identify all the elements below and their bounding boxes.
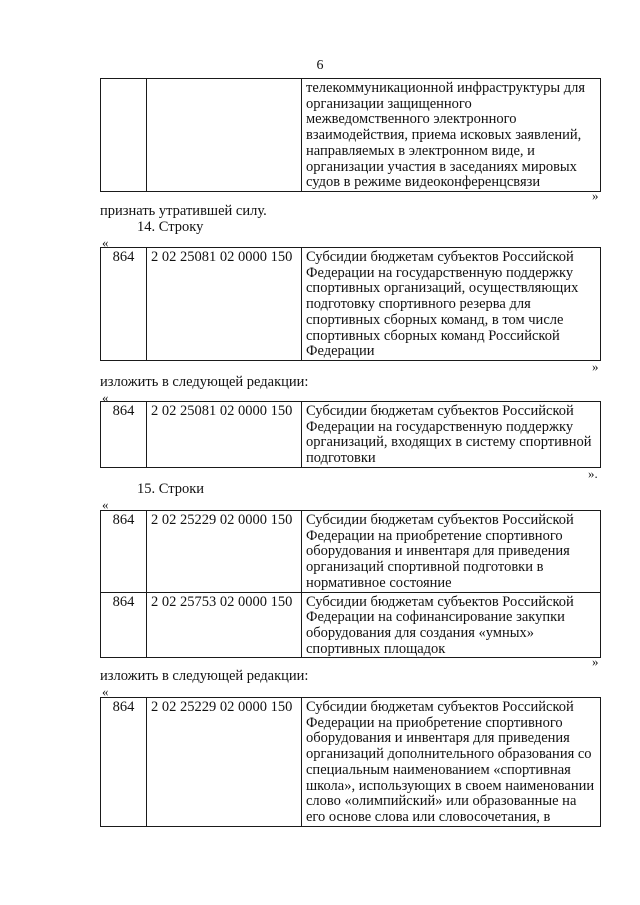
description-line: судов в режиме видеоконференцсвязи — [306, 174, 541, 191]
description-cell — [302, 402, 601, 468]
closing-quote-1: » — [592, 188, 599, 203]
description-line: Федерации — [306, 343, 375, 360]
heading-item-15: 15. Строки — [137, 481, 205, 497]
description-line: межведомственного электронного — [306, 111, 517, 128]
description-line: спортивных организаций, осуществляющих — [306, 280, 579, 297]
budget-code-cell: 2 02 25229 02 0000 150 — [147, 511, 302, 593]
description-line: организаций дополнительного образования со — [306, 746, 592, 763]
description-line: спортивных площадок — [306, 640, 446, 657]
table-row — [101, 402, 601, 468]
admin-code-cell: 864 — [101, 402, 147, 468]
opening-quote-2: « — [102, 390, 109, 405]
description-line: Субсидии бюджетам субъектов Российской — [306, 512, 574, 528]
description-line: телекоммуникационной инфраструктуры для — [306, 80, 586, 96]
budget-code-cell: 2 02 25753 02 0000 150 — [147, 592, 302, 658]
description-line: спортивных сборных команд, в том числе — [306, 311, 564, 328]
paragraph-recognize-invalid: признать утратившей силу. — [100, 203, 267, 219]
description-line: спортивных сборных команд Российской — [306, 327, 560, 344]
table-row — [101, 248, 601, 361]
budget-code-cell — [147, 79, 302, 192]
description-line: Федерации на государственную поддержку — [306, 264, 574, 281]
description-line: организаций спортивной подготовки в — [306, 559, 544, 576]
description-cell — [302, 79, 601, 192]
description-line: оборудования для создания «умных» — [306, 624, 534, 641]
table-row — [101, 592, 601, 658]
description-line: организаций, входящих в систему спортивной — [306, 434, 592, 451]
description-line: слово «олимпийский» или образованные на — [306, 793, 577, 810]
description-line: подготовку спортивного резерва для — [306, 296, 531, 313]
description-line: Субсидии бюджетам субъектов Российской — [306, 593, 574, 610]
opening-quote-3: « — [102, 497, 109, 512]
description-line: Субсидии бюджетам субъектов Российской — [306, 699, 574, 715]
table-item-14-new — [100, 401, 601, 468]
description-line: организации защищенного — [306, 95, 472, 112]
description-cell — [302, 698, 601, 827]
description-line: Федерации на приобретение спортивного — [306, 527, 563, 544]
description-line: нормативное состояние — [306, 574, 452, 591]
description-line: его основе слова или словосочетания, в — [306, 808, 551, 825]
description-line: оборудования и инвентаря для приведения — [306, 730, 570, 747]
description-cell — [302, 592, 601, 658]
description-line: оборудования и инвентаря для приведения — [306, 543, 570, 560]
budget-code-cell: 2 02 25081 02 0000 150 — [147, 402, 302, 468]
table-row — [101, 79, 601, 192]
table-row — [101, 698, 601, 827]
admin-code-cell: 864 — [101, 248, 147, 361]
description-line: Федерации на приобретение спортивного — [306, 714, 563, 731]
description-line: специальным наименованием «спортивная — [306, 761, 571, 778]
table-item-14-old — [100, 247, 601, 361]
description-cell — [302, 511, 601, 593]
description-line: направляемых в электронном виде, и — [306, 142, 535, 159]
table-row — [101, 511, 601, 593]
closing-quote-2: » — [592, 359, 599, 374]
table-continued — [100, 78, 601, 192]
description-line: Субсидии бюджетам субъектов Российской — [306, 249, 574, 265]
opening-quote-4: « — [102, 684, 109, 699]
paragraph-state-as-follows-1: изложить в следующей редакции: — [100, 374, 309, 390]
description-line: организации участия в заседаниях мировых — [306, 158, 577, 175]
description-cell — [302, 248, 601, 361]
admin-code-cell: 864 — [101, 511, 147, 593]
description-line: взаимодействия, приема исковых заявлений, — [306, 127, 582, 144]
admin-code-cell: 864 — [101, 592, 147, 658]
table-item-15-new — [100, 697, 601, 827]
heading-item-14: 14. Строку — [137, 219, 204, 235]
paragraph-state-as-follows-2: изложить в следующей редакции: — [100, 668, 309, 684]
closing-quote-period: ». — [588, 466, 598, 481]
description-line: школа», использующих в своем наименовании — [306, 777, 595, 794]
page-number: 6 — [316, 58, 324, 73]
admin-code-cell — [101, 79, 147, 192]
description-line: подготовки — [306, 450, 376, 467]
opening-quote-1: « — [102, 235, 109, 250]
budget-code-cell: 2 02 25081 02 0000 150 — [147, 248, 302, 361]
description-line: Федерации на софинансирование закупки — [306, 609, 565, 626]
closing-quote-3: » — [592, 654, 599, 669]
description-line: Субсидии бюджетам субъектов Российской — [306, 403, 574, 419]
table-item-15-old — [100, 510, 601, 658]
description-line: Федерации на государственную поддержку — [306, 418, 574, 435]
admin-code-cell: 864 — [101, 698, 147, 827]
budget-code-cell: 2 02 25229 02 0000 150 — [147, 698, 302, 827]
